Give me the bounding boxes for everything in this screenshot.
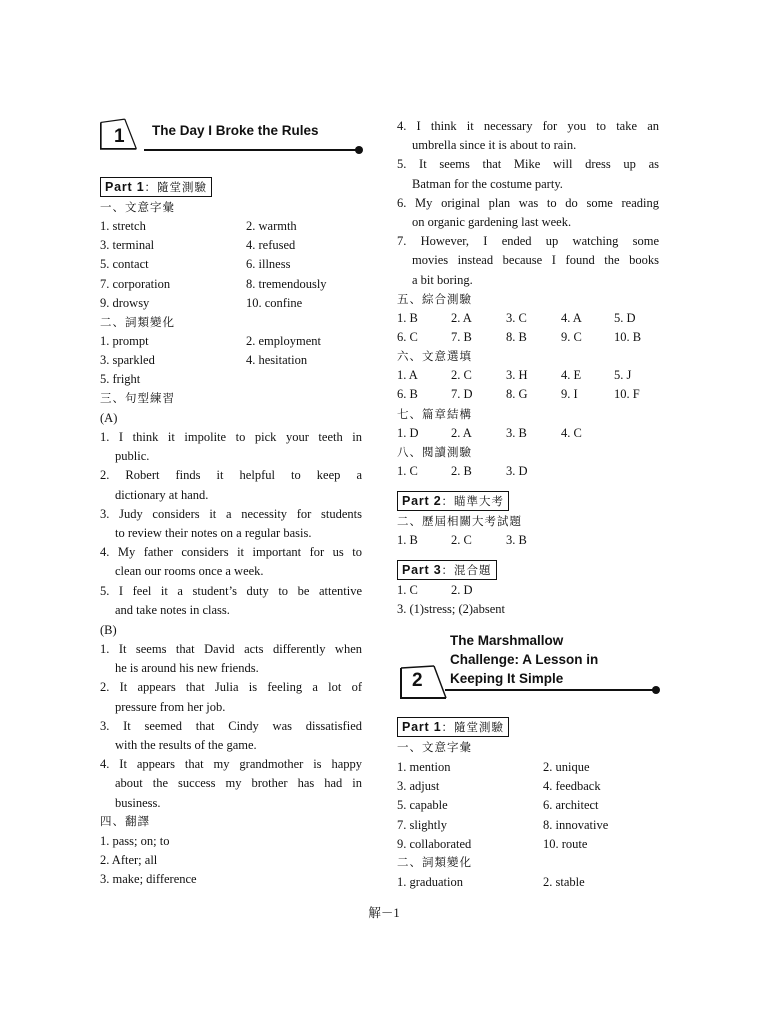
answer-item: 2. warmth — [246, 219, 297, 233]
sentence-answer: 5. I feel it a student’s duty to be attentive — [100, 583, 362, 598]
answer-item: 8. B — [506, 330, 527, 345]
answer-item: 7. corporation — [100, 276, 171, 291]
sentence-continuation: on organic gardening last week. — [412, 215, 572, 229]
answer-item: 4. E — [561, 368, 582, 382]
unit-number: 2 — [412, 670, 423, 691]
sentence-answer: 2. It appears that Julia is feeling a lot of — [100, 680, 362, 695]
rule-end-dot — [355, 146, 363, 154]
unit-title-line: Challenge: A Lesson in — [450, 652, 599, 667]
sentence-answer: 4. I think it necessary for you to take an — [397, 119, 659, 133]
answer-item: 2. D — [451, 583, 473, 597]
sentence-answer: 4. It appears that my grandmother is happy — [100, 757, 362, 772]
part1-label-box — [100, 177, 212, 197]
answer-item: 2. stable — [543, 875, 585, 889]
sentence-continuation: he is around his new friends. — [115, 661, 259, 676]
sentence-continuation: clean our rooms once a week. — [115, 564, 264, 579]
sentence-answer: 4. My father considers it important for us to — [100, 545, 362, 560]
unit-title: The Day I Broke the Rules — [152, 123, 319, 138]
answer-item: 1. stretch — [100, 219, 146, 233]
answer-item: 3. adjust — [397, 779, 440, 794]
answer-item: 1. prompt — [100, 334, 149, 348]
part3-label-box — [397, 560, 497, 580]
answer-item: 10. confine — [246, 295, 303, 310]
part-title: ：隨堂測驗 — [144, 180, 208, 194]
answer-item: 4. feedback — [543, 779, 601, 794]
subsection-label: (A) — [100, 411, 118, 425]
answer-item: 3. B — [506, 426, 527, 440]
sentence-continuation: umbrella since it is about to rain. — [412, 138, 577, 153]
section-heading: 八、閱讀測驗 — [397, 445, 472, 459]
answer-item: 8. innovative — [543, 817, 609, 832]
answer-item: 3. D — [506, 464, 528, 478]
part-label: Part 1 — [105, 180, 145, 194]
answer-item: 10. F — [614, 387, 640, 402]
section-heading: 六、文意選填 — [397, 349, 472, 363]
answer-item: 2. B — [451, 464, 472, 478]
title-rule — [445, 689, 655, 691]
answer-item: 9. C — [561, 330, 582, 345]
answer-item: 4. A — [561, 311, 582, 325]
sentence-answer: 5. It seems that Mike will dress up as — [397, 157, 659, 172]
part-label: Part 2 — [402, 494, 442, 508]
answer-item: 8. tremendously — [246, 276, 327, 291]
sentence-continuation: and take notes in class. — [115, 602, 230, 617]
sentence-continuation: a bit boring. — [412, 272, 473, 287]
answer-item: 5. fright — [100, 372, 141, 387]
answer-item: 2. employment — [246, 334, 321, 348]
answer-item: 1. B — [397, 533, 418, 547]
answer-item: 4. hesitation — [246, 353, 308, 368]
answer-item: 3. terminal — [100, 238, 155, 253]
sentence-continuation: to review their notes on a regular basis. — [115, 526, 312, 540]
answer-item: 6. architect — [543, 798, 599, 813]
sentence-continuation: Batman for the costume party. — [412, 176, 563, 191]
sentence-continuation: pressure from her job. — [115, 699, 226, 714]
answer-item: 7. B — [451, 330, 472, 345]
answer-item: 6. C — [397, 330, 418, 345]
sentence-continuation: with the results of the game. — [115, 738, 257, 752]
part2-label-box — [397, 491, 509, 511]
section-heading: 五、綜合測驗 — [397, 292, 472, 306]
sentence-continuation: business. — [115, 795, 161, 810]
answer-item: 5. J — [614, 368, 632, 382]
sentence-answer: 3. Judy considers it a necessity for students — [100, 506, 362, 521]
answer-item: 1. B — [397, 311, 418, 325]
section-heading: 二、歷屆相關大考試題 — [397, 514, 522, 528]
answer-item: 2. unique — [543, 760, 590, 774]
section-heading: 二、詞類變化 — [397, 855, 472, 869]
part-label: Part 3 — [402, 563, 442, 577]
rule-end-dot — [652, 686, 660, 694]
answer-item: 3. H — [506, 368, 528, 382]
answer-item: 2. C — [451, 368, 472, 382]
title-rule — [144, 149, 358, 151]
part-title: ：隨堂測驗 — [441, 720, 505, 734]
sentence-continuation: movies instead because I found the books — [412, 253, 659, 268]
unit-title — [450, 631, 598, 688]
sentence-answer: 1. I think it impolite to pick your teeth in — [100, 430, 362, 444]
answer-item: 1. C — [397, 464, 418, 478]
answer-item: 5. contact — [100, 257, 149, 272]
sentence-answer: 1. It seems that David acts differently when — [100, 642, 362, 656]
part-title: ：瞄準大考 — [441, 494, 505, 508]
answer-item: 6. illness — [246, 257, 291, 272]
section-heading: 一、文意字彙 — [397, 740, 472, 754]
answer-item: 7. D — [451, 387, 473, 402]
section-heading: 一、文意字彙 — [100, 200, 175, 214]
section-heading: 二、詞類變化 — [100, 315, 175, 329]
page-number: 解－1 — [368, 906, 400, 920]
answer-item: 9. collaborated — [397, 836, 472, 851]
mixed-answer-3: 3. (1)stress; (2)absent — [397, 602, 505, 616]
answer-item: 2. After; all — [100, 853, 158, 868]
unit-number: 1 — [114, 126, 125, 147]
answer-item: 8. G — [506, 387, 528, 402]
section-heading: 三、句型練習 — [100, 391, 175, 405]
answer-item: 1. graduation — [397, 875, 463, 889]
answer-item: 1. mention — [397, 760, 451, 774]
answer-item: 1. pass; on; to — [100, 834, 170, 848]
answer-item: 4. C — [561, 426, 582, 440]
sentence-answer: 2. Robert finds it helpful to keep a — [100, 468, 362, 483]
answer-item: 10. route — [543, 836, 588, 851]
answer-item: 6. B — [397, 387, 418, 402]
sentence-continuation: public. — [115, 449, 150, 464]
answer-item: 2. A — [451, 426, 472, 440]
answer-item: 2. C — [451, 533, 472, 547]
answer-item: 3. C — [506, 311, 527, 325]
answer-item: 5. D — [614, 311, 636, 325]
answer-item: 2. A — [451, 311, 472, 325]
unit-number-frame — [400, 664, 448, 700]
answer-item: 1. D — [397, 426, 419, 440]
part1-label-box — [397, 717, 509, 737]
answer-item: 3. make; difference — [100, 872, 197, 887]
answer-item: 3. B — [506, 533, 527, 547]
answer-item: 7. slightly — [397, 817, 448, 832]
sentence-answer: 7. However, I ended up watching some — [397, 234, 659, 249]
answer-item: 5. capable — [397, 798, 448, 813]
unit-title-line: Keeping It Simple — [450, 671, 564, 686]
answer-item: 9. drowsy — [100, 295, 150, 310]
sentence-answer: 3. It seemed that Cindy was dissatisfied — [100, 718, 362, 733]
section-heading: 七、篇章結構 — [397, 407, 472, 421]
unit-title-line: The Marshmallow — [450, 633, 564, 648]
answer-item: 3. sparkled — [100, 353, 155, 368]
answer-item: 4. refused — [246, 238, 296, 253]
part-label: Part 1 — [402, 720, 442, 734]
answer-item: 1. A — [397, 368, 418, 382]
sentence-continuation: about the success my brother has had in — [115, 776, 362, 791]
sentence-continuation: dictionary at hand. — [115, 487, 209, 502]
part-title: ：混合題 — [441, 563, 492, 577]
subsection-label: (B) — [100, 623, 117, 637]
answer-item: 9. I — [561, 387, 578, 402]
sentence-answer: 6. My original plan was to do some reading — [397, 195, 659, 210]
section-heading: 四、翻譯 — [100, 814, 150, 828]
answer-item: 1. C — [397, 583, 418, 597]
answer-item: 10. B — [614, 330, 642, 345]
